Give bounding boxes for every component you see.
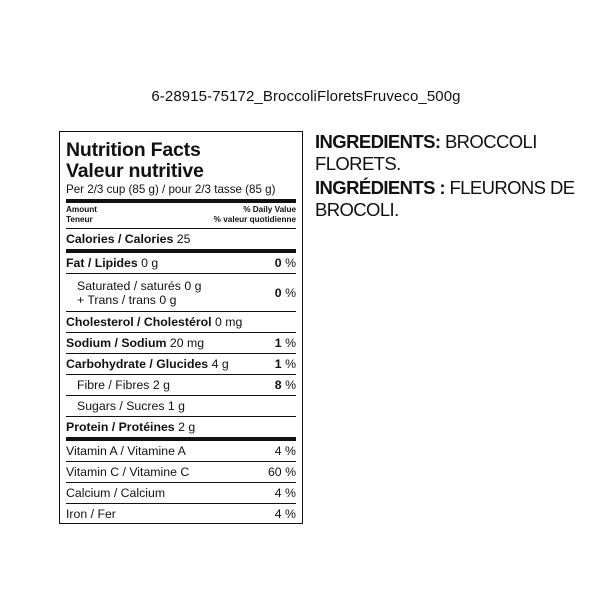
calories-label: Calories / Calories (66, 232, 174, 246)
percent-sign: % (285, 357, 296, 371)
sugars-row (66, 396, 296, 417)
ingredients-fr (315, 177, 585, 221)
saturated-pct: 0 (274, 285, 282, 300)
percent-sign: % (285, 378, 296, 392)
sodium-row (66, 333, 296, 354)
vitamin-label: Vitamin C / Vitamine C (66, 465, 190, 479)
protein-value: 2 g (178, 420, 196, 434)
carbohydrate-row (66, 354, 296, 375)
protein-label: Protein / Protéines (66, 420, 175, 434)
vitamin-label: Vitamin A / Vitamine A (66, 444, 186, 458)
fibre-value: 2 g (152, 378, 170, 392)
trans-line: + Trans / trans 0 g (77, 292, 177, 307)
vitamin-pct: 4 % (274, 486, 296, 500)
daily-value-label-en: % Daily Value (243, 205, 296, 214)
saturated-line: Saturated / saturés 0 g (77, 278, 202, 293)
sugars-value: 1 g (167, 399, 186, 413)
percent-sign: % (285, 285, 296, 300)
cholesterol-label: Cholesterol / Cholestérol (66, 315, 212, 329)
sodium-pct: 1 (274, 336, 282, 350)
protein-row (66, 417, 296, 441)
nutrition-title-fr: Valeur nutritive (66, 160, 204, 182)
ingredients-fr-label: INGRÉDIENTS : (315, 177, 445, 198)
carbohydrate-pct: 1 (274, 357, 282, 371)
carbohydrate-value: 4 g (211, 357, 229, 371)
vitamin-label: Calcium / Calcium (66, 486, 166, 500)
ingredients-fr-text: FLEURONS DE BROCOLI. (315, 177, 575, 220)
vitamin-row (66, 462, 296, 483)
saturated-trans-row (66, 274, 296, 312)
ingredients-en-text: BROCCOLI FLORETS. (315, 131, 537, 174)
amount-label-en: Amount (66, 205, 97, 214)
fat-pct: 0 (274, 256, 282, 270)
vitamin-label: Iron / Fer (66, 507, 116, 521)
carbohydrate-label: Carbohydrate / Glucides (66, 357, 209, 371)
nutrition-title-en: Nutrition Facts (66, 139, 201, 161)
sugars-label: Sugars / Sucres (77, 399, 165, 413)
percent-sign: % (285, 256, 296, 270)
sodium-value: 20 mg (169, 336, 205, 350)
vitamin-row (66, 441, 296, 462)
fibre-row (66, 375, 296, 396)
amount-label-fr: Teneur (66, 215, 93, 224)
cholesterol-value: 0 mg (214, 315, 243, 329)
ingredients-block (315, 131, 585, 223)
vitamin-row (66, 504, 296, 524)
nutrition-facts-table (59, 131, 303, 524)
fat-row (66, 253, 296, 274)
ingredients-en-label: INGREDIENTS: (315, 131, 441, 152)
vitamin-pct: 4 % (274, 444, 296, 458)
daily-value-label-fr: % valeur quotidienne (213, 215, 296, 224)
product-code: 6-28915-75172_BroccoliFloretsFruveco_500g (151, 88, 461, 105)
column-header (66, 203, 296, 229)
percent-sign: % (285, 336, 296, 350)
calories-row (66, 229, 296, 253)
vitamin-pct: 60 % (267, 465, 296, 479)
calories-value: 25 (176, 232, 191, 246)
sodium-label: Sodium / Sodium (66, 336, 167, 350)
fat-value: 0 g (141, 256, 159, 270)
fat-label: Fat / Lipides (66, 256, 138, 270)
ingredients-en (315, 131, 585, 175)
fibre-label: Fibre / Fibres (77, 378, 150, 392)
fibre-pct: 8 (274, 378, 282, 392)
vitamin-row (66, 483, 296, 504)
vitamin-pct: 4 % (274, 507, 296, 521)
serving-size: Per 2/3 cup (85 g) / pour 2/3 tasse (85 g) (66, 183, 296, 203)
cholesterol-row (66, 312, 296, 333)
